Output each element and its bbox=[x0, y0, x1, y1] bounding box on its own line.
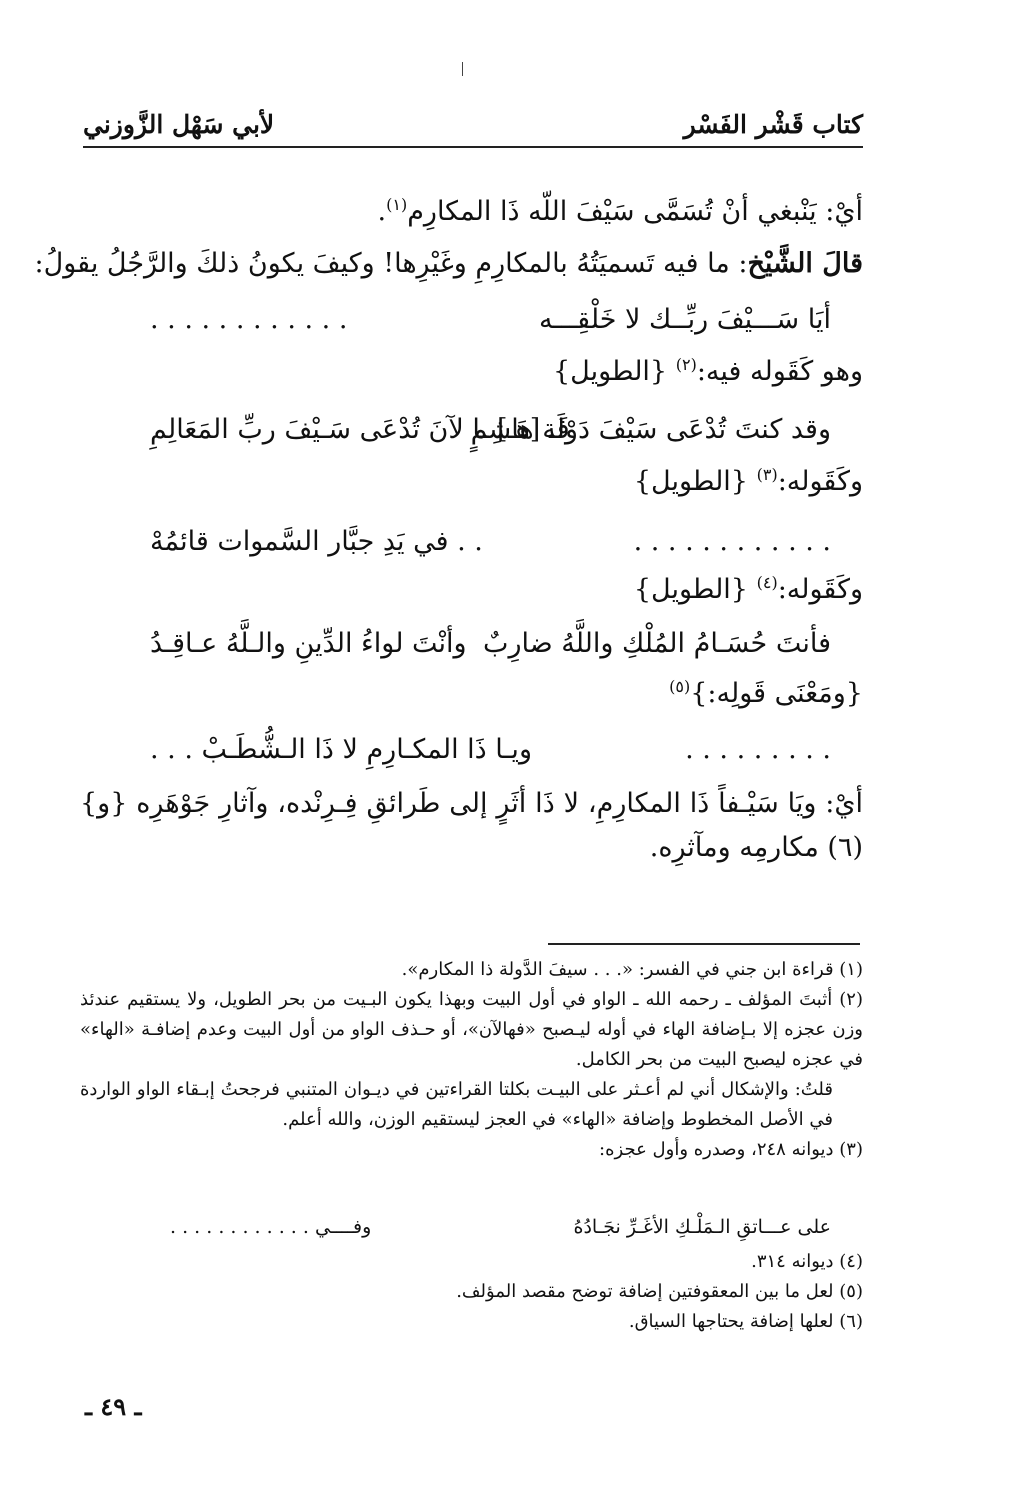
footnote-ref-3: (٣) bbox=[756, 465, 778, 484]
footnote-ref-4: (٤) bbox=[756, 573, 778, 592]
footnote-rule bbox=[548, 943, 860, 945]
footnote-ref-1: (١) bbox=[386, 195, 408, 214]
book-title: كتاب قَشْر الفَسْر bbox=[683, 110, 863, 139]
verse-2-first-hemistich: وقد كنتَ تُدْعَى سَيْفَ دَوْلَة هاشِمٍ bbox=[470, 414, 831, 445]
footnote-3-verse-first: على عـــاتقِ الـمَلْـكِ الأغَـرِّ نجَـادُهُ bbox=[573, 1216, 831, 1238]
footnotes-tail bbox=[80, 1247, 863, 1337]
verse-1-second-hemistich: . . . . . . . . . . . . bbox=[150, 304, 348, 335]
verse-3-first-hemistich: . . . . . . . . . . . . bbox=[633, 526, 831, 557]
text-line-2: قالَ الشَّيْخ: ما فيه تَسميَتُهُ بالمكارِمِ وغَيْرِها! وكيفَ يكونُ ذلكَ والرَّجُلُ يقولُ: bbox=[34, 248, 863, 279]
verse-4-first-hemistich: فأنتَ حُسَـامُ المُلْكِ واللَّهُ ضارِبٌ bbox=[483, 628, 831, 659]
author-name: لأبي سَهْل الزَّوزني bbox=[83, 110, 275, 139]
footnote-6: (٦) لعلها إضافة يحتاجها السياق. bbox=[628, 1311, 863, 1332]
closing-paragraph: أيْ: ويَا سَيْـفاً ذَا المكارِمِ، لا ذَا أثَرٍ إلى طَرائقِ فِـرِنْده، وآثارِ جَوْهَرِه {و}(٦) مكارمِه ومآثرِه. bbox=[80, 788, 863, 863]
header-rule bbox=[83, 146, 863, 148]
meter-label: {الطويل} bbox=[552, 356, 668, 387]
running-header bbox=[83, 104, 863, 148]
footnote-ref-2: (٢) bbox=[675, 355, 697, 374]
footnote-3: (٣) ديوانه ٢٤٨، وصدره وأول عجزه: bbox=[599, 1139, 863, 1160]
meter-label: {الطويل} bbox=[633, 466, 748, 497]
footnote-4: (٤) ديوانه ٣١٤. bbox=[751, 1251, 863, 1272]
top-mark bbox=[462, 62, 463, 76]
page-number: ـ ٤٩ ـ bbox=[85, 1392, 142, 1421]
footnote-2-note: قلتُ: والإشكال أني لم أعـثر على البيـت بكلتا القراءتين في ديـوان المتنبي فرجحتُ إبـقاء الواو الواردة في الأصل المخطوط وإضافة «الهاء» في العجز ليستقيم الوزن، والله أعلم. bbox=[80, 1079, 833, 1130]
footnote-1: (١) قراءة ابن جني في الفسر: «. . . سيفَ الدَّولة ذا المكارم». bbox=[401, 959, 863, 980]
verse-1-first-hemistich: أيَا سَـــيْفَ ربِّــك لا خَلْقِـــه bbox=[538, 304, 831, 335]
footnote-3-verse-second: وفــــي . . . . . . . . . . . . bbox=[170, 1216, 372, 1238]
verse-3-second-hemistich: . . في يَدِ جبَّار السَّموات قائمُهْ bbox=[150, 526, 483, 557]
footnote-5: (٥) لعل ما بين المعقوفتين إضافة توضح مقصد المؤلف. bbox=[456, 1281, 863, 1302]
verse-5-first-hemistich: . . . . . . . . . bbox=[685, 734, 831, 765]
text-line-5: وكَقَوله:$^{(٤)}$ {الطويل} bbox=[633, 573, 863, 605]
meter-label: {الطويل} bbox=[633, 574, 748, 605]
verse-5-second-hemistich: ويـا ذَا المكـارِمِ لا ذَا الـشُّطَـبْ . . . bbox=[150, 734, 532, 765]
footnote-ref-5: (٥) bbox=[669, 677, 691, 696]
text-line-3: وهو كَقَوله فيه:$^{(٢)}$ {الطويل} bbox=[552, 355, 863, 387]
text-line-6: {ومَعْنَى قَولِه:}$^{(٥)}$ bbox=[669, 677, 863, 709]
verse-2-second-hemistich: فَـ [هَـ] ـا لآنَ تُدْعَى سَـيْفَ ربِّ المَعَالِمِ bbox=[150, 414, 570, 445]
footnote-2: (٢) أثبتَ المؤلف ـ رحمه الله ـ الواو في أول البيت وبهذا يكون البـيت من بحر الطويل، ولا يستقيم عندئذ وزن عجزه إلا بـإضافة الهاء في أوله ليـصبح «فهالآن»، أو حـذف الواو من أول البيت وعدم إضافـة «الهاء» في عجزه ليصبح البيت من بحر الكامل. bbox=[80, 989, 863, 1070]
verse-4-second-hemistich: وأنْتَ لواءُ الدِّينِ والـلَّهُ عـاقِـدُ bbox=[150, 628, 467, 659]
speaker-label: قالَ الشَّيْخ bbox=[747, 248, 863, 279]
footnotes bbox=[80, 955, 863, 1165]
text-line-1: أيْ: يَنْبغي أنْ تُسَمَّى سَيْفَ اللّه ذَا المكارِم$^{(١)}$. bbox=[377, 195, 863, 227]
text-line-4: وكَقَوله:$^{(٣)}$ {الطويل} bbox=[633, 465, 863, 497]
